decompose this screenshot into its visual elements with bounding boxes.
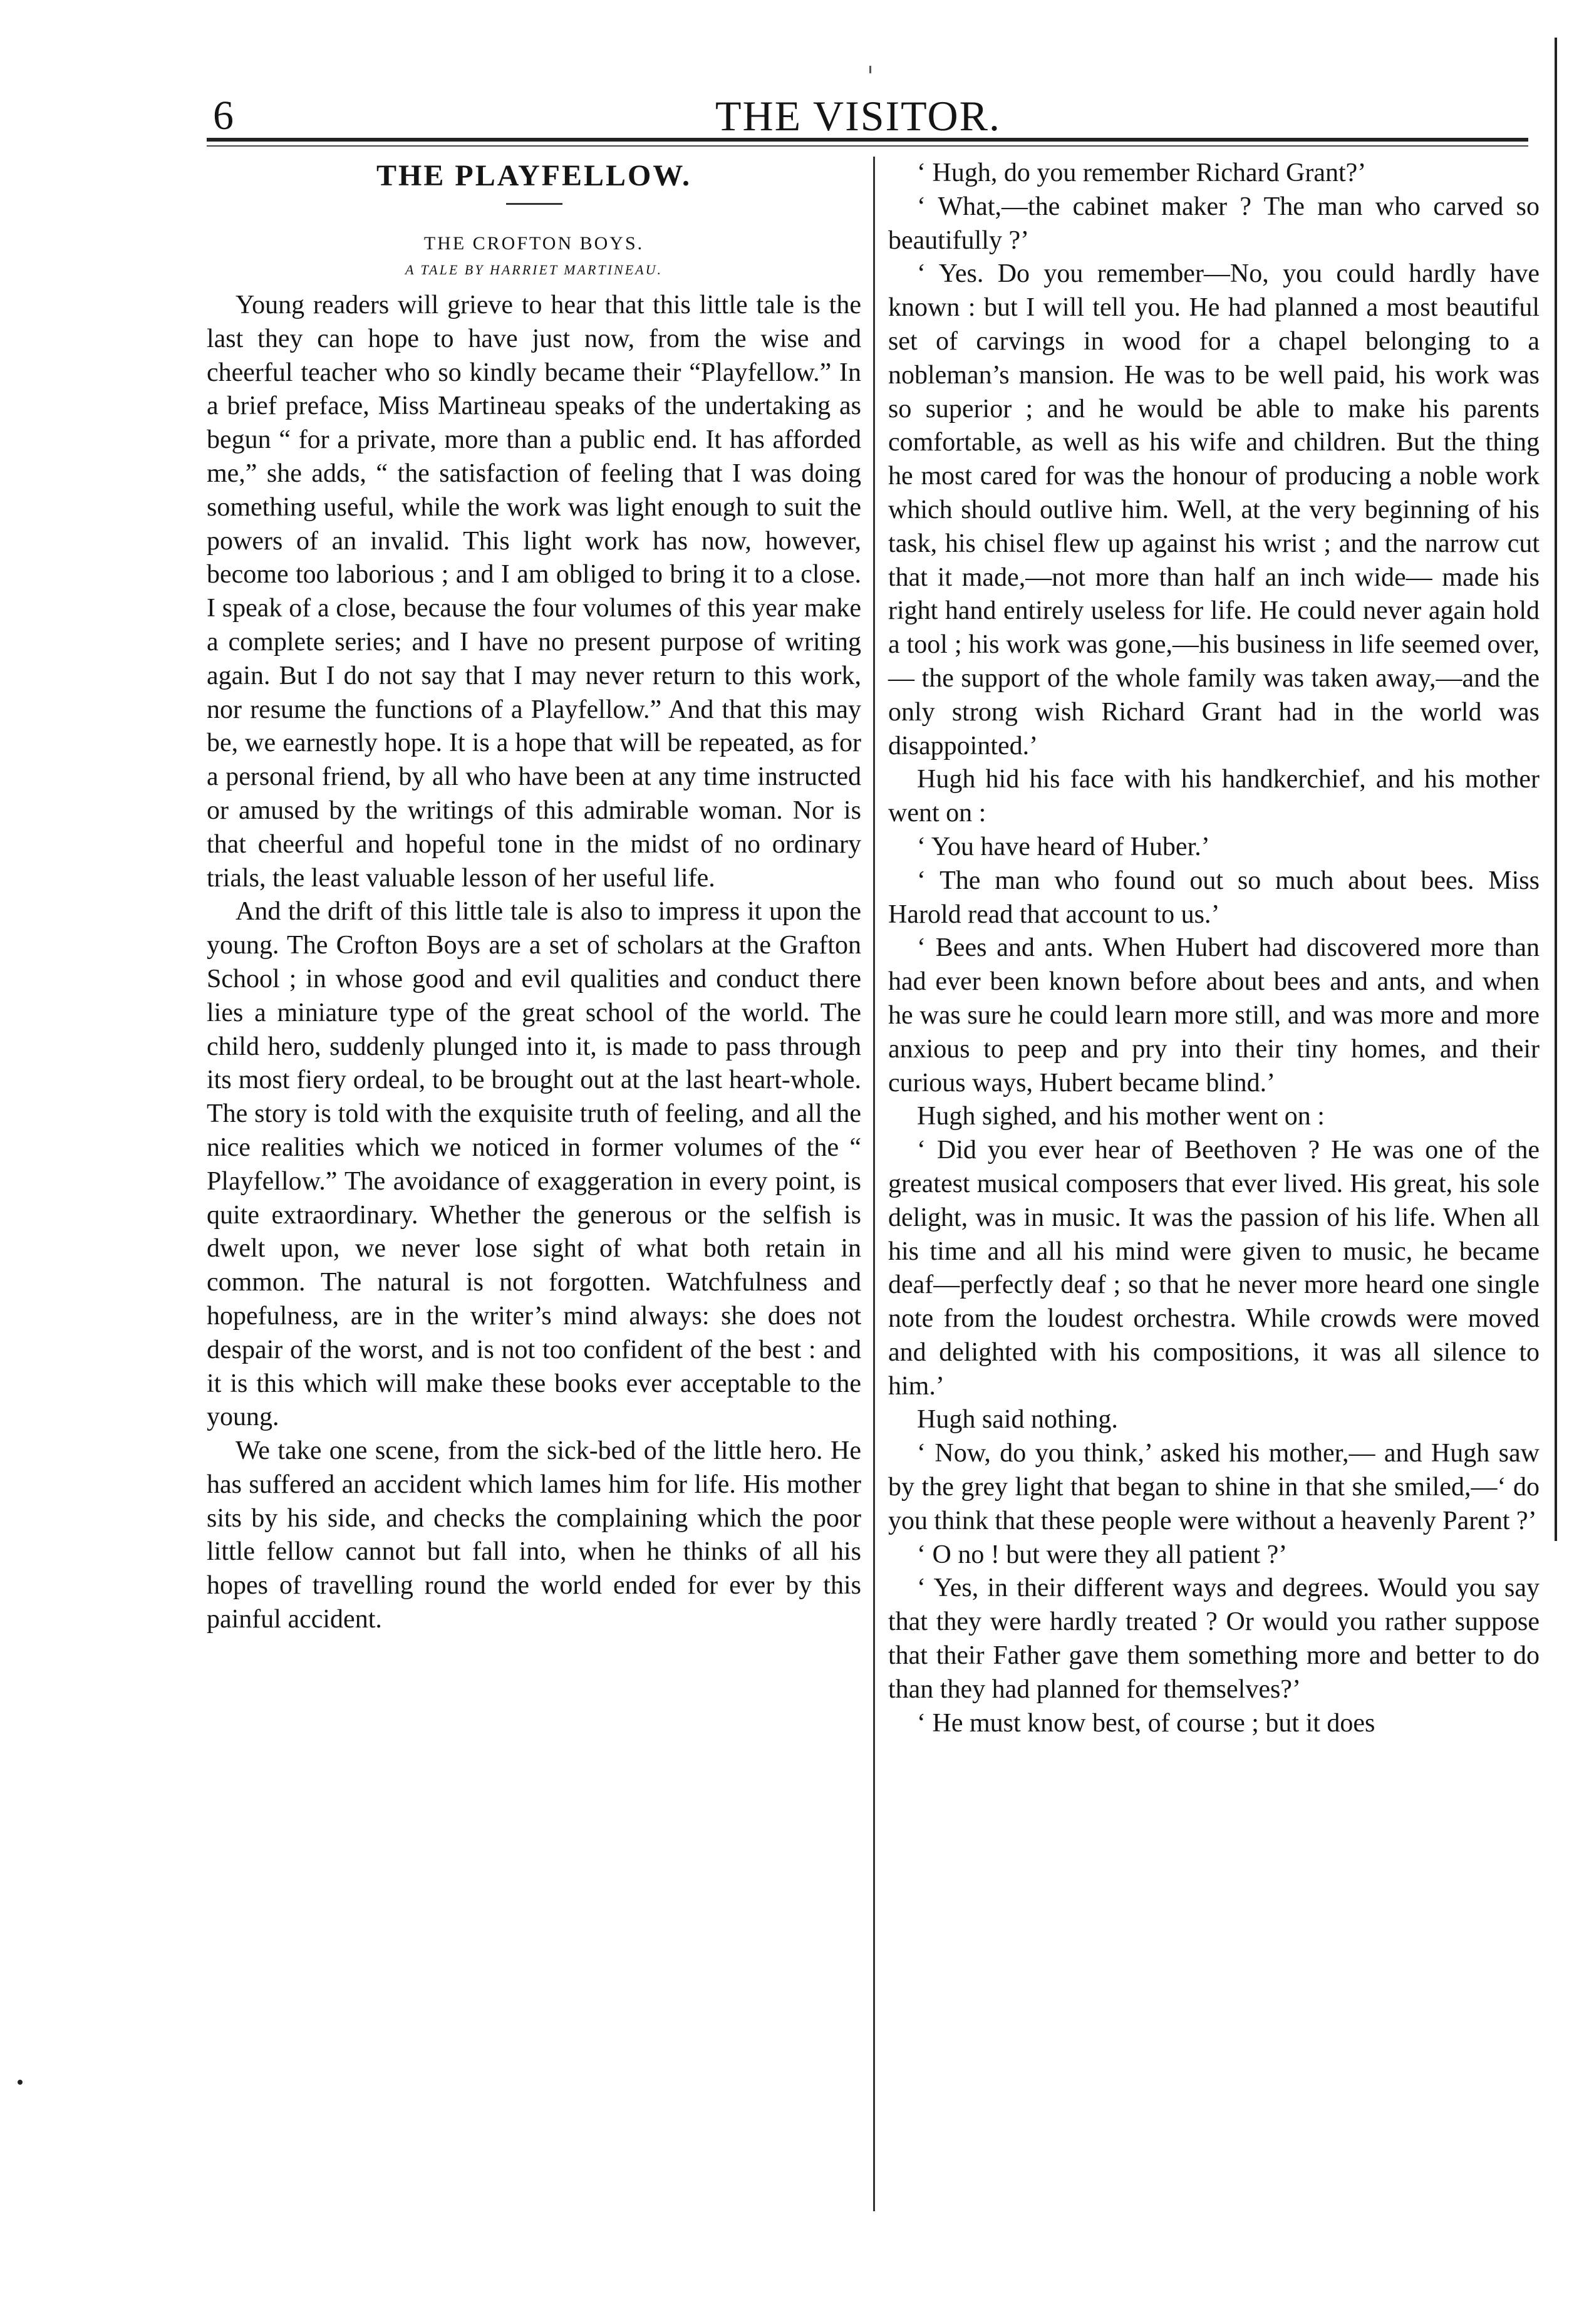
column-divider [873,157,875,2211]
paragraph: ‘ Bees and ants. When Hubert had discovered more than had ever been known before about bees and ants, and when he was sure he could learn more still, and was more and more anxious to peep and pry into their tiny homes, and their curious ways, Hubert became blind.’ [888,933,1540,1097]
paragraph: ‘ What,—the cabinet maker ? The man who carved so beautifully ?’ [888,192,1540,255]
paragraph: ‘ You have heard of Huber.’ [917,832,1210,861]
paragraph: ‘ Now, do you think,’ asked his mother,— and Hugh saw by the grey light that began to shine in that she smiled,—‘ do you think that these people were without a heavenly Parent ?’ [888,1439,1540,1535]
paragraph: ‘ Yes. Do you remember—No, you could hardly have known : but I will tell you. He had planned a most beautiful set of carvings in wood for a chapel belonging to a nobleman’s mansion. He was to be well paid, his work was so superior ; and he would be able to make his parents comfortable, as well as his wife and children. But the thing he most cared for was the honour of producing a noble work which should outlive him. Well, at the very beginning of his task, his chisel flew up against his wrist ; and the narrow cut that it made,—not more than half an inch wide— made his right hand entirely useless for life. He could never again hold a tool ; his work was gone,—his business in life seemed over,— the support of the whole family was taken away,—and the only strong wish Richard Grant had in the world was disappointed.’ [888,259,1540,760]
paragraph: ‘ The man who found out so much about bees. Miss Harold read that account to us.’ [888,866,1540,929]
paragraph: Hugh sighed, and his mother went on : [917,1102,1325,1131]
paragraph: Hugh hid his face with his handkerchief, and his mother went on : [888,765,1540,828]
ink-speck [18,2080,23,2085]
paragraph: ‘ Did you ever hear of Beethoven ? He was one of the greatest musical composers that ever lived. His great, his sole delight, was in music. It was the passion of his life. When all his time and all his mind were given to music, he became deaf—perfectly deaf ; so that he never more heard one single note from the loudest orchestra. While crowds were moved and delighted with his compositions, it was all silence to him.’ [888,1136,1540,1401]
header-rule-thin [207,145,1528,147]
paragraph: ‘ Hugh, do you remember Richard Grant?’ [917,158,1367,187]
page-edge-rule [1555,38,1557,1541]
article-byline: A TALE BY HARRIET MARTINEAU. [405,262,663,278]
article-subtitle: THE CROFTON BOYS. [423,233,644,254]
title-rule [506,203,562,205]
print-speck [869,66,871,73]
paragraph: ‘ O no ! but were they all patient ?’ [917,1540,1288,1569]
running-title: THE VISITOR. [715,92,1001,140]
article-title: THE PLAYFELLOW. [376,159,691,192]
paragraph: Young readers will grieve to hear that this little tale is the last they can hope to have just now, from the wise and cheerful teacher who so kindly became their “Playfellow.” In a brief preface, Miss Martineau speaks of the undertaking as begun “ for a private, more than a public end. It has afforded me,” she adds, “ the satisfaction of feeling that I was doing something useful, while the work was light enough to suit the powers of an invalid. This light work has now, however, become too laborious ; and I am obliged to bring it to a close. I speak of a close, because the four volumes of this year make a complete series; and I have no present purpose of writing again. But I do not say that I may never return to this work, nor resume the functions of a Playfellow.” And that this may be, we earnestly hope. It is a hope that will be repeated, as for a personal friend, by all who have been at any time instructed or amused by the writings of this admirable woman. Nor is that cheerful and hopeful tone in the midst of no ordinary trials, the least valuable lesson of her useful life. [207,291,861,893]
paragraph: Hugh said nothing. [917,1405,1118,1434]
left-column [207,157,861,1637]
paragraph: We take one scene, from the sick-bed of the little hero. He has suffered an accident which lames him for life. His mother sits by his side, and checks the complaining which the poor little fellow cannot but fall into, when he thinks of all his hopes of travelling round the world ended for ever by this painful accident. [207,1436,861,1634]
page-number: 6 [213,93,234,138]
header-rule [207,138,1528,142]
running-header [200,88,1516,144]
paragraph: ‘ Yes, in their different ways and degrees. Would you say that they were hardly treated ? Or would you rather suppose that their Father gave them something more and better to do than they had planned for themselves?’ [888,1574,1540,1704]
paragraph: ‘ He must know best, of course ; but it does [917,1708,1375,1738]
paragraph: And the drift of this little tale is also to impress it upon the young. The Crofton Boys are a set of scholars at the Grafton School ; in whose good and evil qualities and conduct there lies a miniature type of the great school of the world. The child hero, suddenly plunged into it, is made to pass through its most fiery ordeal, to be brought out at the last heart-whole. The story is told with the exquisite truth of feeling, and all the nice realities which we noticed in former volumes of the “ Playfellow.” The avoidance of exaggeration in every point, is quite extraordinary. Whether the generous or the selfish is dwelt upon, we never lose sight of what both retain in common. The natural is not forgotten. Watchfulness and hopefulness, are in the writer’s mind always: she does not despair of the worst, and is not too confident of the best : and it is this which will make these books ever acceptable to the young. [207,897,861,1432]
right-column [888,157,1540,1740]
